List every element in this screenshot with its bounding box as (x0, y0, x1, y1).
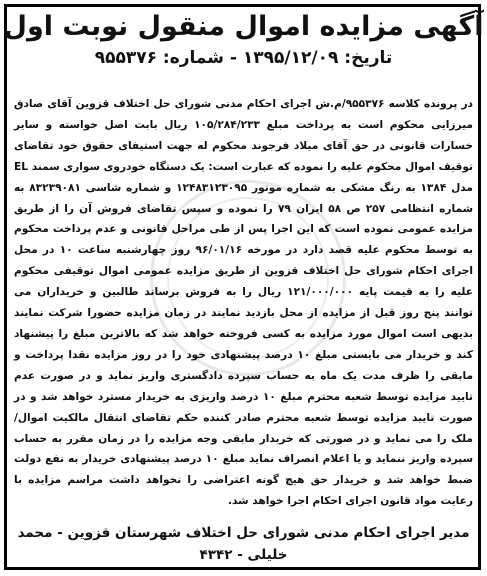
notice-date-number: تاریخ: ۱۳۹۵/۱۲/۰۹ - شماره: ۹۵۵۳۷۶ (94, 48, 393, 68)
notice-signature: مدیر اجرای احکام مدنی شورای حل اختلاف شهرستان قزوین - محمد خلیلی - ۴۳۴۲ (17, 525, 470, 563)
notice-body: در پرونده کلاسه ۹۵۵۳۷۶/م.ش اجرای احکام مدنی شورای حل اختلاف قزوین آقای صادق میرزایی محکوم است به پرداخت مبلغ ۱۰۵/۲۸۴/۲۳۳ ریال بابت اصل خواسته و سایر خسارات قانونی در حق آقای میلاد فرجوند محکوم له جهت استیفای حقوق خود تقاضای توقیف اموال محکوم علیه را نموده که عبارت است: یک دستگاه خودروی سواری سمند EL مدل ۱۳۸۴ به رنگ مشکی به شماره موتور ۱۲۴۸۳۱۲۳۰۹۵ و شماره شاسی ۸۳۲۳۹۰۸۱ به شماره انتظامی ۲۵۷ ص ۵۸ ایران ۷۹ را نموده و سپس تقاضای فروش آن را از طریق مزایده عمومی نموده است که این اجرا پس از طی مراحل قانونی و عدم پرداخت محکوم به توسط محکوم علیه قصد دارد در مورخه ۹۶/۰۱/۱۶ روز چهارشنبه ساعت ۱۰ در محل اجرای احکام شورای حل اختلاف قزوین از طریق مزایده عمومی اموال توقیفی محکوم علیه را به قیمت پایه ۱۲۱/۰۰۰/۰۰۰ ریال را به فروش برساند طالبین و خریداران می توانند پنج روز قبل از مزایده از محل بازدید نمایند در زمان مزایده حضورا شرکت نمایند بدیهی است اموال مورد مزایده به کسی فروخته خواهد شد که بالاترین مبلغ را پیشنهاد کند و خریدار می بایستی مبلغ ۱۰ درصد پیشنهادی خود را در روز مزایده نقدا پرداخت و مابقی را ظرف مدت یک ماه به حساب سپرده دادگستری واریز نماید و در صورت عدم تایید مزایده توسط شعبه محترم مبلغ ۱۰ درصد واریزی به خریدار مسترد خواهد شد و در صورت تایید مزایده توسط شعبه محترم صادر کننده حکم تقاضای انتقال مالکیت اموال/ملک را می نماید و در صورتی که خریدار مابقی وجه مزایده را در زمان مقرر به حساب سپرده واریز ننماید و یا اعلام انصراف نماید مبلغ ۱۰ درصد پیشنهادی خریدار به نفع دولت ضبط خواهد شد و خریدار حق هیچ گونه اعتراضی را نخواهد داشت مراسم مزایده با رعایت مواد قانون اجرای احکام اجرا خواهد شد. (14, 98, 474, 508)
notice-title: آگهی مزایده اموال منقول نوبت اول (3, 11, 484, 42)
